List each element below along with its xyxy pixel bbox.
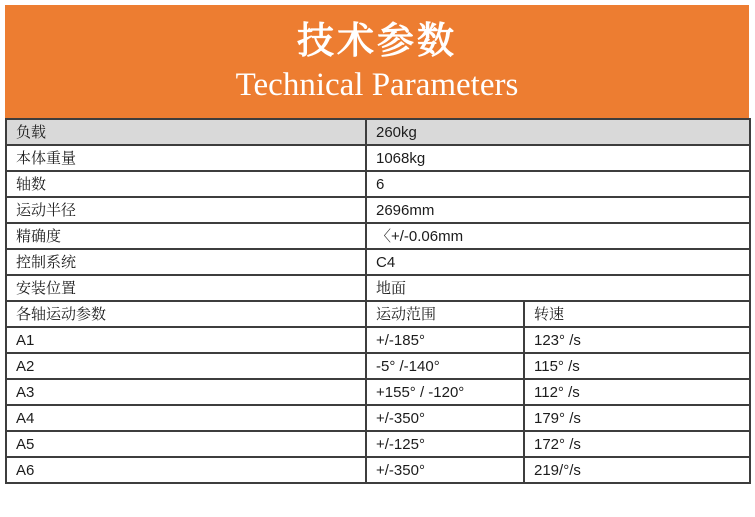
axis-row-a5 — [6, 431, 750, 457]
axis-range: +/-350° — [366, 457, 524, 483]
axis-range: +/-185° — [366, 327, 524, 353]
spec-value: 1068kg — [366, 145, 750, 171]
axis-section-label: 各轴运动参数 — [6, 301, 366, 327]
axis-row-a6 — [6, 457, 750, 483]
axis-speed: 115° /s — [524, 353, 750, 379]
spec-value: 〈+/-0.06mm — [366, 223, 750, 249]
axis-name: A6 — [6, 457, 366, 483]
spec-value: 260kg — [366, 119, 750, 145]
spec-row-motion-radius — [6, 197, 750, 223]
axis-speed: 219/°/s — [524, 457, 750, 483]
spec-label: 安装位置 — [6, 275, 366, 301]
header-banner — [5, 5, 749, 118]
parameters-table — [5, 118, 751, 484]
page-title-english: Technical Parameters — [235, 67, 519, 103]
spec-row-axes-count — [6, 171, 750, 197]
spec-row-control-system — [6, 249, 750, 275]
axis-speed-header: 转速 — [524, 301, 750, 327]
axis-name: A5 — [6, 431, 366, 457]
spec-value: 2696mm — [366, 197, 750, 223]
axis-name: A2 — [6, 353, 366, 379]
spec-row-mount-position — [6, 275, 750, 301]
spec-value: C4 — [366, 249, 750, 275]
spec-value: 地面 — [366, 275, 750, 301]
axis-range-header: 运动范围 — [366, 301, 524, 327]
axis-range: +155° / -120° — [366, 379, 524, 405]
axis-header-row — [6, 301, 750, 327]
spec-value: 6 — [366, 171, 750, 197]
spec-label: 负载 — [6, 119, 366, 145]
axis-range: +/-125° — [366, 431, 524, 457]
spec-row-body-weight — [6, 145, 750, 171]
spec-row-accuracy — [6, 223, 750, 249]
axis-speed: 123° /s — [524, 327, 750, 353]
axis-speed: 112° /s — [524, 379, 750, 405]
spec-label: 本体重量 — [6, 145, 366, 171]
axis-row-a3 — [6, 379, 750, 405]
spec-label: 运动半径 — [6, 197, 366, 223]
axis-range: +/-350° — [366, 405, 524, 431]
axis-name: A3 — [6, 379, 366, 405]
axis-speed: 179° /s — [524, 405, 750, 431]
page-title-chinese: 技术参数 — [297, 20, 457, 61]
spec-row-payload — [6, 119, 750, 145]
spec-label: 精确度 — [6, 223, 366, 249]
axis-row-a2 — [6, 353, 750, 379]
spec-label: 控制系统 — [6, 249, 366, 275]
axis-speed: 172° /s — [524, 431, 750, 457]
axis-name: A4 — [6, 405, 366, 431]
axis-range: -5° /-140° — [366, 353, 524, 379]
spec-label: 轴数 — [6, 171, 366, 197]
axis-row-a4 — [6, 405, 750, 431]
axis-name: A1 — [6, 327, 366, 353]
axis-row-a1 — [6, 327, 750, 353]
